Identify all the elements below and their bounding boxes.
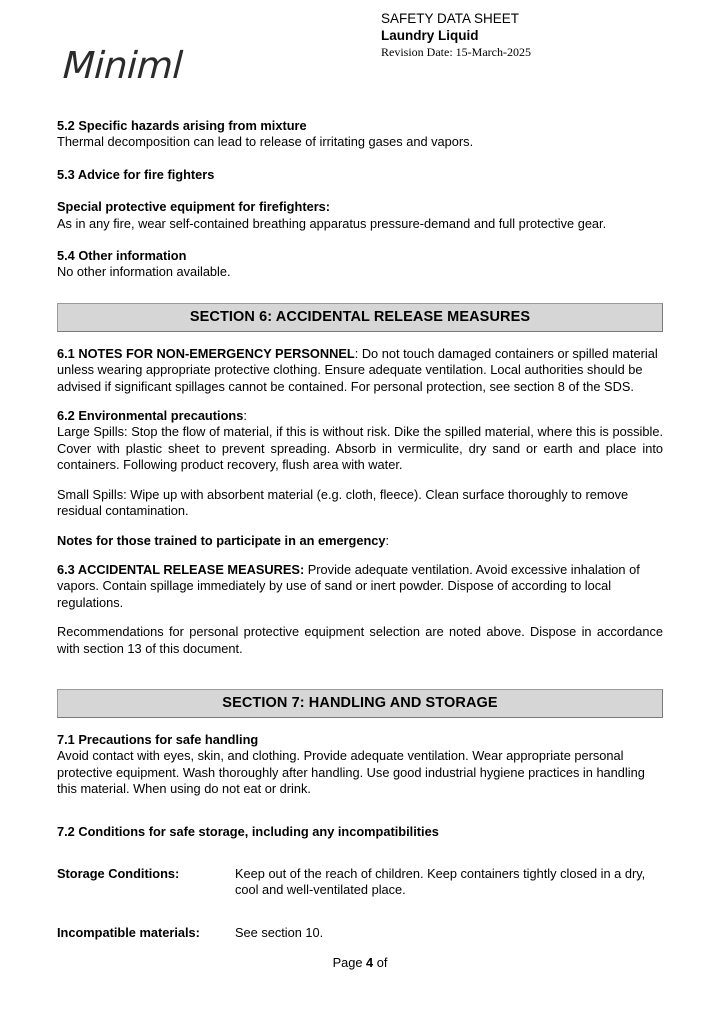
storage-conditions-term: Storage Conditions:	[57, 865, 180, 881]
spacer	[57, 151, 663, 167]
paragraph-6-2-large-spills: Large Spills: Stop the flow of material, if this is without risk. Dike the spilled material, where this is possible. Cover with plastic sheet to prevent spreading. Absorb in vermiculite, dry sand or earth and place into containers. Following product recovery, flush area with water.	[57, 424, 663, 473]
document-header	[57, 0, 663, 112]
incompatible-materials-desc: See section 10.	[235, 924, 324, 940]
paragraph-5-4: No other information available.	[57, 264, 231, 280]
heading-special-protective-equipment: Special protective equipment for firefighters:	[57, 199, 331, 215]
spacer	[57, 183, 663, 199]
heading-6-1: 6.1 NOTES FOR NON-EMERGENCY PERSONNEL	[57, 345, 355, 361]
spacer	[57, 281, 663, 297]
spacer	[57, 670, 663, 683]
heading-notes-trained	[57, 533, 663, 549]
paragraph-6-3	[57, 562, 663, 611]
header-meta	[381, 10, 611, 60]
heading-5-3: 5.3 Advice for fire fighters	[57, 166, 215, 182]
subsection-5-2	[57, 118, 663, 151]
section-6-banner: SECTION 6: ACCIDENTAL RELEASE MEASURES	[57, 303, 663, 332]
paragraph-5-2: Thermal decomposition can lead to release of irritating gases and vapors.	[57, 134, 474, 150]
footer-page-suffix: of	[373, 955, 388, 970]
miniml-logo: Miniml	[61, 44, 184, 87]
spacer	[57, 811, 663, 824]
heading-7-1: 7.1 Precautions for safe handling	[57, 731, 259, 747]
spacer	[57, 912, 663, 925]
document-content	[57, 112, 663, 941]
section-7-banner: SECTION 7: HANDLING AND STORAGE	[57, 689, 663, 718]
incompatible-materials-term: Incompatible materials:	[57, 924, 200, 940]
notes-trained-block	[57, 533, 663, 549]
product-name: Laundry Liquid	[381, 28, 479, 43]
paragraph-6-3-text: Provide adequate ventilation. Avoid excessive inhalation of vapors. Contain spillage immediately by use of sand or inert powder. Dispose of according to local regulations.	[57, 561, 640, 610]
subsection-7-2	[57, 824, 663, 840]
footer-page-prefix: Page	[332, 955, 367, 970]
subsection-5-4	[57, 248, 663, 281]
paragraph-recommendations: Recommendations for personal protective equipment selection are noted above. Dispose in accordance with section 13 of this document.	[57, 624, 663, 656]
paragraph-6-2-small-spills: Small Spills: Wipe up with absorbent material (e.g. cloth, fleece). Clean surface thoroughly to remove residual contamination.	[57, 486, 629, 519]
subsection-5-3-equipment	[57, 199, 663, 232]
subsection-6-1	[57, 346, 663, 395]
recommendations-block	[57, 624, 663, 657]
heading-notes-trained-text: Notes for those trained to participate in an emergency	[57, 532, 386, 548]
paragraph-6-2-small-spills-block	[57, 487, 663, 520]
heading-7-2: 7.2 Conditions for safe storage, including any incompatibilities	[57, 823, 439, 839]
footer-page-number: 4	[366, 955, 374, 970]
paragraph-6-1-text: : Do not touch damaged containers or spilled material unless wearing appropriate protective clothing. Ensure adequate ventilation. Local authorities should be advised if significant spillages cannot be contained. For personal protection, see section 8 of the SDS.	[57, 345, 658, 394]
subsection-7-1	[57, 732, 663, 798]
heading-notes-trained-colon: :	[385, 532, 390, 548]
subsection-5-3	[57, 167, 663, 183]
spacer	[57, 232, 663, 248]
incompatible-materials-row	[57, 925, 663, 941]
spacer	[57, 853, 663, 866]
storage-conditions-desc: Keep out of the reach of children. Keep containers tightly closed in a dry, cool and well-ventilated place.	[235, 865, 646, 898]
heading-6-2-text: 6.2 Environmental precautions	[57, 408, 244, 424]
heading-5-2: 5.2 Specific hazards arising from mixture	[57, 118, 307, 133]
sds-label: SAFETY DATA SHEET	[381, 11, 520, 26]
heading-6-3: 6.3 ACCIDENTAL RELEASE MEASURES:	[57, 561, 305, 577]
heading-6-2	[57, 408, 663, 424]
heading-6-2-colon: :	[243, 408, 247, 424]
subsection-6-2	[57, 408, 663, 474]
paragraph-7-1: Avoid contact with eyes, skin, and clothing. Provide adequate ventilation. Wear appropriate personal protective equipment. Wash thoroughly after handling. Use good industrial hygiene practices in handling this material. When using do not eat or drink.	[57, 748, 645, 797]
paragraph-5-3-equipment: As in any fire, wear self-contained breathing apparatus pressure-demand and full protective gear.	[57, 215, 607, 231]
revision-date: Revision Date: 15-March-2025	[381, 45, 531, 59]
subsection-6-3	[57, 562, 663, 611]
page-footer	[0, 955, 720, 970]
heading-5-4: 5.4 Other information	[57, 248, 187, 264]
storage-conditions-row	[57, 866, 663, 899]
paragraph-6-1	[57, 346, 663, 395]
